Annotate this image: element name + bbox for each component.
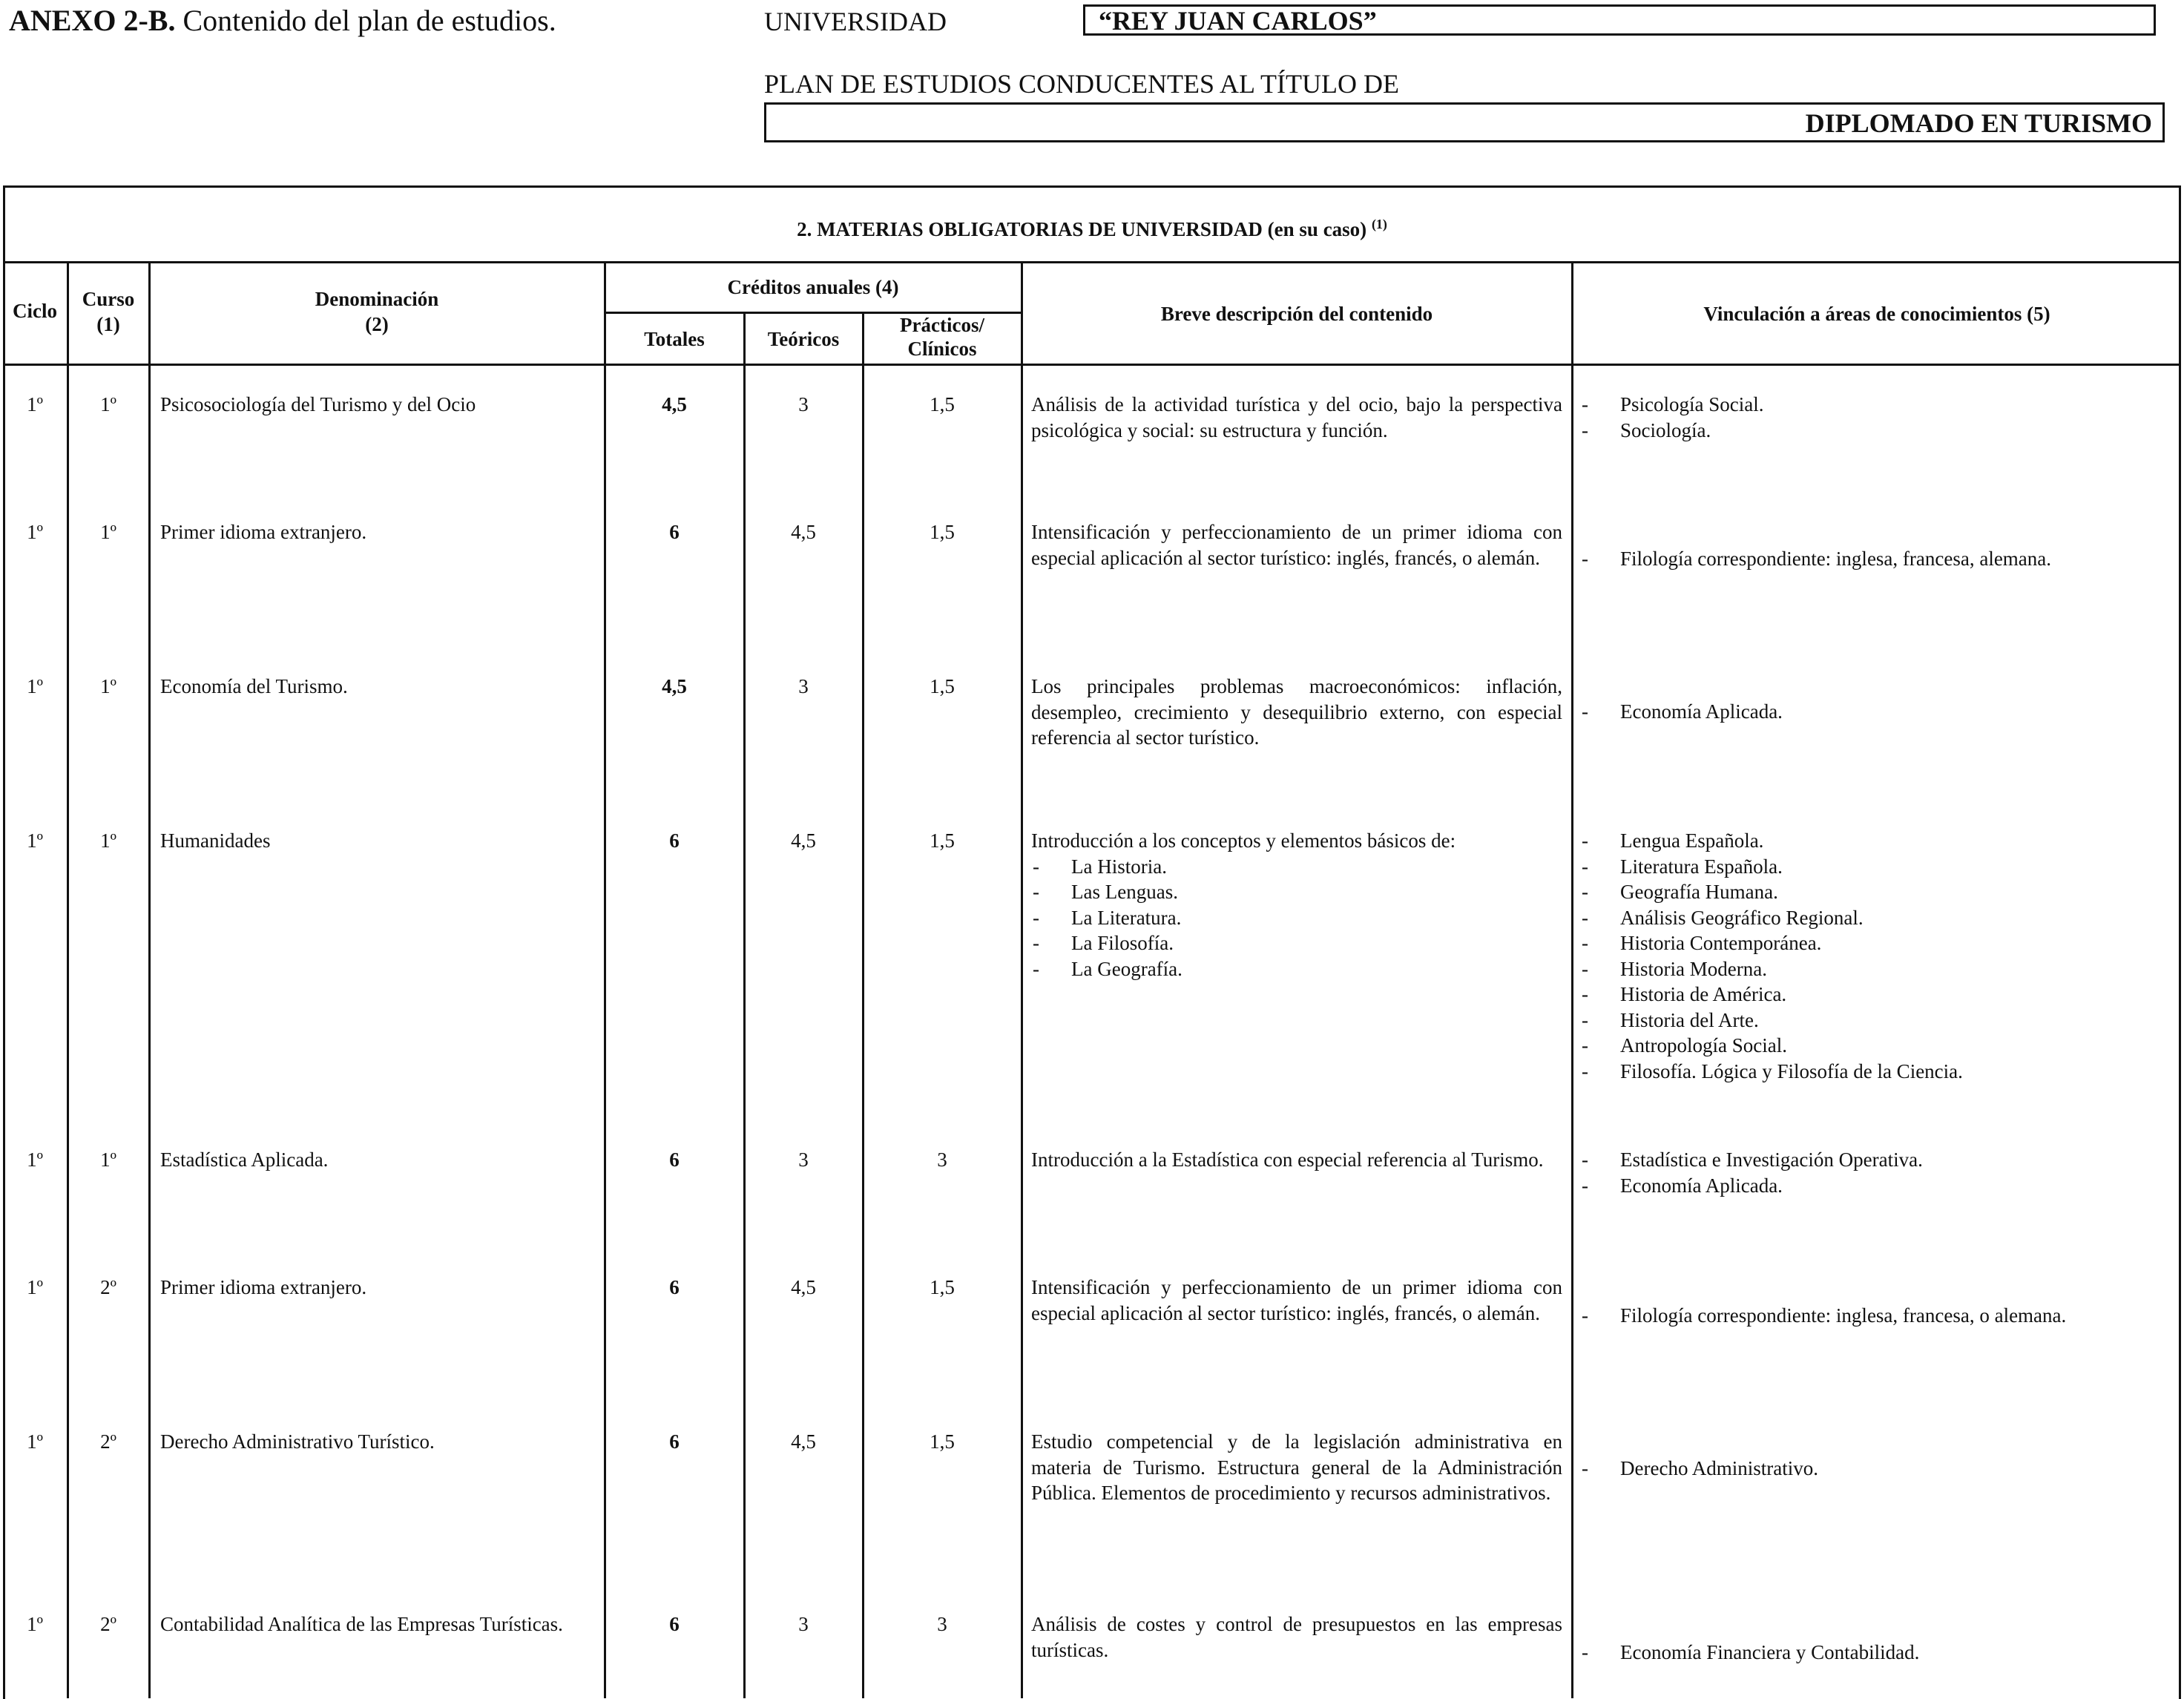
area-item: - Economía Aplicada. bbox=[1582, 699, 2175, 725]
col-header-practicos: Prácticos/ Clínicos bbox=[900, 314, 984, 360]
col-header-ciclo: Ciclo bbox=[13, 300, 57, 322]
plan-label: PLAN DE ESTUDIOS CONDUCENTES AL TÍTULO DE bbox=[764, 69, 1399, 99]
area-item: - Estadística e Investigación Operativa. bbox=[1582, 1147, 2175, 1173]
cell-ciclo: 1º bbox=[27, 675, 43, 697]
cell-denominacion: Derecho Administrativo Turístico. bbox=[160, 1430, 435, 1453]
col-header-descripcion: Breve descripción del contenido bbox=[1160, 303, 1433, 325]
cell-curso: 2º bbox=[100, 1276, 116, 1298]
area-item: - Sociología. bbox=[1582, 418, 2175, 444]
cell-practicos: 1,5 bbox=[930, 829, 955, 852]
area-item: - Historia del Arte. bbox=[1582, 1008, 2175, 1033]
area-item: - Análisis Geográfico Regional. bbox=[1582, 905, 2175, 931]
degree-title: DIPLOMADO EN TURISMO bbox=[764, 102, 2165, 142]
area-item: - Historia de América. bbox=[1582, 982, 2175, 1008]
description-item: - La Historia. bbox=[1031, 854, 1562, 880]
area-item: - Psicología Social. bbox=[1582, 392, 2175, 418]
university-name: “REY JUAN CARLOS” bbox=[1083, 4, 2156, 36]
cell-totales: 6 bbox=[669, 1613, 680, 1635]
area-item: - Lengua Española. bbox=[1582, 828, 2175, 854]
description-item: - La Geografía. bbox=[1031, 956, 1562, 982]
area-item: - Filosofía. Lógica y Filosofía de la Ciencia. bbox=[1582, 1059, 2175, 1085]
area-item: - Filología correspondiente: inglesa, francesa, o alemana. bbox=[1582, 1303, 2175, 1329]
cell-totales: 6 bbox=[669, 1148, 680, 1171]
area-item: - Economía Financiera y Contabilidad. bbox=[1582, 1640, 2175, 1666]
cell-totales: 6 bbox=[669, 829, 680, 852]
cell-descripcion: Análisis de la actividad turística y del ocio, bajo la perspectiva psicológica y social: su estructura y función. bbox=[1031, 393, 1562, 441]
area-item: - Historia Moderna. bbox=[1582, 956, 2175, 982]
cell-totales: 6 bbox=[669, 1276, 680, 1298]
cell-descripcion: Intensificación y perfeccionamiento de un primer idioma con especial aplicación al sector turístico: inglés, francés, o alemán. bbox=[1031, 521, 1562, 569]
divider bbox=[3, 261, 2181, 263]
cell-teoricos: 4,5 bbox=[791, 1276, 816, 1298]
divider bbox=[604, 261, 606, 1698]
col-header-curso: Curso (1) bbox=[82, 288, 135, 335]
cell-ciclo: 1º bbox=[27, 1148, 43, 1171]
cell-denominacion: Economía del Turismo. bbox=[160, 675, 348, 697]
cell-denominacion: Humanidades bbox=[160, 829, 271, 852]
annex-number: ANEXO 2-B. bbox=[9, 4, 176, 37]
cell-totales: 4,5 bbox=[662, 675, 687, 697]
description-item: - La Literatura. bbox=[1031, 905, 1562, 931]
col-header-teoricos: Teóricos bbox=[767, 328, 840, 350]
area-item: - Literatura Española. bbox=[1582, 854, 2175, 880]
cell-areas bbox=[1582, 546, 2175, 572]
divider bbox=[1571, 261, 1573, 1698]
cell-areas bbox=[1582, 392, 2175, 443]
area-item: - Economía Aplicada. bbox=[1582, 1173, 2175, 1199]
cell-totales: 4,5 bbox=[662, 393, 687, 415]
cell-practicos: 3 bbox=[937, 1613, 947, 1635]
divider bbox=[1021, 261, 1023, 1698]
cell-curso: 2º bbox=[100, 1430, 116, 1453]
description-intro: Introducción a los conceptos y elementos básicos de: bbox=[1031, 829, 1456, 852]
annex-heading bbox=[9, 3, 556, 38]
cell-denominacion: Contabilidad Analítica de las Empresas Turísticas. bbox=[160, 1613, 563, 1635]
cell-denominacion: Primer idioma extranjero. bbox=[160, 1276, 367, 1298]
cell-areas bbox=[1582, 1456, 2175, 1482]
cell-curso: 1º bbox=[100, 829, 116, 852]
university-label: UNIVERSIDAD bbox=[764, 7, 947, 36]
cell-curso: 1º bbox=[100, 521, 116, 543]
divider bbox=[3, 364, 2181, 366]
cell-descripcion: Introducción a la Estadística con especial referencia al Turismo. bbox=[1031, 1148, 1544, 1171]
cell-teoricos: 3 bbox=[798, 393, 809, 415]
cell-descripcion bbox=[1031, 828, 1562, 982]
annex-description: Contenido del plan de estudios. bbox=[182, 4, 556, 37]
divider bbox=[67, 261, 69, 1698]
divider bbox=[148, 261, 151, 1698]
cell-teoricos: 3 bbox=[798, 675, 809, 697]
col-header-totales: Totales bbox=[644, 328, 705, 350]
cell-ciclo: 1º bbox=[27, 1613, 43, 1635]
cell-teoricos: 3 bbox=[798, 1148, 809, 1171]
cell-totales: 6 bbox=[669, 521, 680, 543]
cell-ciclo: 1º bbox=[27, 1430, 43, 1453]
cell-descripcion: Análisis de costes y control de presupuestos en las empresas turísticas. bbox=[1031, 1613, 1562, 1661]
cell-practicos: 1,5 bbox=[930, 1430, 955, 1453]
area-item: - Antropología Social. bbox=[1582, 1033, 2175, 1059]
cell-teoricos: 3 bbox=[798, 1613, 809, 1635]
cell-descripcion: Los principales problemas macroeconómicos: inflación, desempleo, crecimiento y desequilibrio externo, con especial referencia al sector turístico. bbox=[1031, 675, 1562, 749]
cell-ciclo: 1º bbox=[27, 829, 43, 852]
cell-practicos: 3 bbox=[937, 1148, 947, 1171]
cell-practicos: 1,5 bbox=[930, 675, 955, 697]
cell-teoricos: 4,5 bbox=[791, 1430, 816, 1453]
cell-areas bbox=[1582, 699, 2175, 725]
cell-ciclo: 1º bbox=[27, 521, 43, 543]
cell-curso: 2º bbox=[100, 1613, 116, 1635]
description-item: - Las Lenguas. bbox=[1031, 879, 1562, 905]
description-list bbox=[1031, 854, 1562, 982]
cell-denominacion: Primer idioma extranjero. bbox=[160, 521, 367, 543]
cell-areas bbox=[1582, 1147, 2175, 1198]
col-header-denominacion: Denominación (2) bbox=[315, 288, 439, 335]
section-title: 2. MATERIAS OBLIGATORIAS DE UNIVERSIDAD (en su caso) $^{(1)}$ bbox=[797, 217, 1387, 240]
description-item: - La Filosofía. bbox=[1031, 930, 1562, 956]
area-item: - Derecho Administrativo. bbox=[1582, 1456, 2175, 1482]
col-header-creditos: Créditos anuales (4) bbox=[727, 276, 899, 298]
cell-teoricos: 4,5 bbox=[791, 829, 816, 852]
cell-practicos: 1,5 bbox=[930, 1276, 955, 1298]
cell-areas bbox=[1582, 828, 2175, 1084]
area-item: - Historia Contemporánea. bbox=[1582, 930, 2175, 956]
cell-curso: 1º bbox=[100, 675, 116, 697]
area-item: - Filología correspondiente: inglesa, francesa, alemana. bbox=[1582, 546, 2175, 572]
cell-ciclo: 1º bbox=[27, 393, 43, 415]
col-header-vinculacion: Vinculación a áreas de conocimientos (5) bbox=[1703, 303, 2050, 325]
cell-totales: 6 bbox=[669, 1430, 680, 1453]
cell-areas bbox=[1582, 1640, 2175, 1666]
area-item: - Geografía Humana. bbox=[1582, 879, 2175, 905]
cell-ciclo: 1º bbox=[27, 1276, 43, 1298]
cell-curso: 1º bbox=[100, 393, 116, 415]
cell-areas bbox=[1582, 1303, 2175, 1329]
cell-teoricos: 4,5 bbox=[791, 521, 816, 543]
cell-denominacion: Estadística Aplicada. bbox=[160, 1148, 329, 1171]
cell-descripcion: Estudio competencial y de la legislación administrativa en materia de Turismo. Estructura general de la Administración Pública. Elementos de procedimiento y recursos administrativos. bbox=[1031, 1430, 1562, 1504]
cell-curso: 1º bbox=[100, 1148, 116, 1171]
cell-practicos: 1,5 bbox=[930, 393, 955, 415]
cell-denominacion: Psicosociología del Turismo y del Ocio bbox=[160, 393, 476, 415]
cell-descripcion: Intensificación y perfeccionamiento de un primer idioma con especial aplicación al sector turístico: inglés, francés, o alemán. bbox=[1031, 1276, 1562, 1324]
cell-practicos: 1,5 bbox=[930, 521, 955, 543]
